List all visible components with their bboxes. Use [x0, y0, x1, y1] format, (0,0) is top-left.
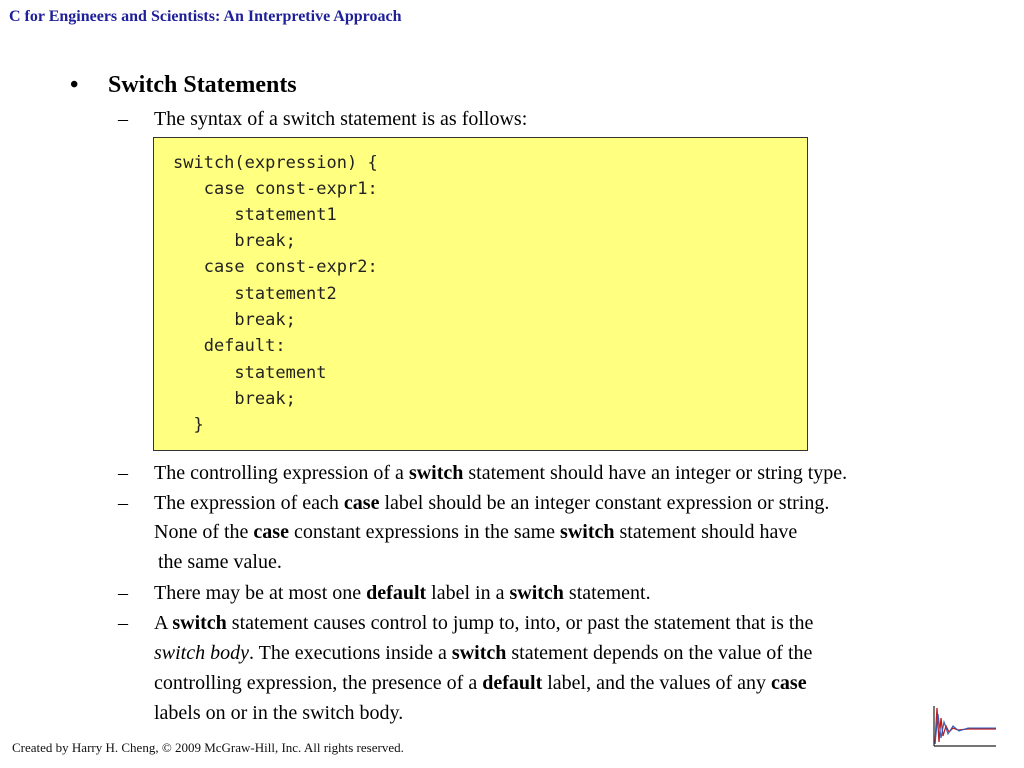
keyword-switch: switch [509, 582, 564, 604]
dash-marker: – [118, 612, 128, 634]
paragraph-controlling-expression [118, 458, 847, 488]
paragraph-case-label-line2 [154, 517, 797, 547]
paragraph-default-label [118, 578, 651, 608]
text-run: statement should have an integer or string type. [463, 462, 848, 484]
text-run: None of the [154, 521, 254, 543]
code-line: break; [173, 389, 296, 409]
dash-marker: – [118, 462, 128, 484]
code-line: break; [173, 310, 296, 330]
code-box [153, 137, 808, 451]
title-bullet: • [70, 72, 79, 98]
text-run: constant expressions in the same [288, 521, 561, 543]
paragraph-switch-control-line4: labels on or in the switch body. [154, 702, 404, 724]
syntax-intro-text: The syntax of a switch statement is as follows: [154, 108, 528, 130]
slide-title: Switch Statements [108, 72, 297, 98]
code-line: statement [173, 363, 327, 383]
keyword-default: default [366, 582, 427, 604]
code-line: case const-expr1: [173, 179, 378, 199]
keyword-case: case [253, 521, 289, 543]
text-run: controlling expression, the presence of a [154, 672, 483, 694]
code-line: statement1 [173, 205, 337, 225]
paragraph-switch-control-line3 [154, 668, 807, 698]
syntax-intro-item [118, 104, 527, 134]
keyword-default: default [482, 672, 543, 694]
code-line: break; [173, 231, 296, 251]
text-run: label, and the values of any [542, 672, 772, 694]
damped-oscillation-logo-icon [928, 704, 998, 750]
dash-marker: – [118, 492, 128, 514]
text-run: statement causes control to jump to, into, or past the statement that is the [226, 612, 814, 634]
text-run: The controlling expression of a [154, 462, 409, 484]
keyword-case: case [343, 492, 380, 514]
text-run: statement should have [614, 521, 798, 543]
keyword-switch: switch [408, 462, 464, 484]
copyright-footer: Created by Harry H. Cheng, © 2009 McGraw-Hill, Inc. All rights reserved. [12, 740, 404, 755]
text-run: There may be at most one [154, 582, 367, 604]
text-run: A [154, 612, 173, 634]
keyword-case: case [771, 672, 807, 694]
term-switch-body: switch body [154, 642, 249, 664]
text-run: . The executions inside a [249, 642, 452, 664]
paragraph-case-label [118, 488, 829, 518]
slide-header: C for Engineers and Scientists: An Interpretive Approach [9, 8, 402, 25]
keyword-switch: switch [451, 642, 507, 664]
dash-marker: – [118, 582, 128, 604]
paragraph-switch-control [118, 608, 813, 638]
code-line: default: [173, 336, 286, 356]
paragraph-switch-control-line2 [154, 638, 812, 668]
code-line: case const-expr2: [173, 257, 378, 277]
keyword-switch: switch [172, 612, 227, 634]
keyword-switch: switch [560, 521, 615, 543]
slide-title-row [70, 72, 297, 99]
code-line: statement2 [173, 284, 337, 304]
text-run: statement. [563, 582, 651, 604]
text-run: The expression of each [154, 492, 344, 514]
text-run: label in a [426, 582, 510, 604]
code-line: switch(expression) { [173, 153, 378, 173]
paragraph-case-label-line3: the same value. [158, 551, 282, 573]
code-line: } [173, 415, 204, 435]
dash-marker: – [118, 108, 128, 130]
text-run: statement depends on the value of the [506, 642, 813, 664]
text-run: label should be an integer constant expression or string. [379, 492, 830, 514]
